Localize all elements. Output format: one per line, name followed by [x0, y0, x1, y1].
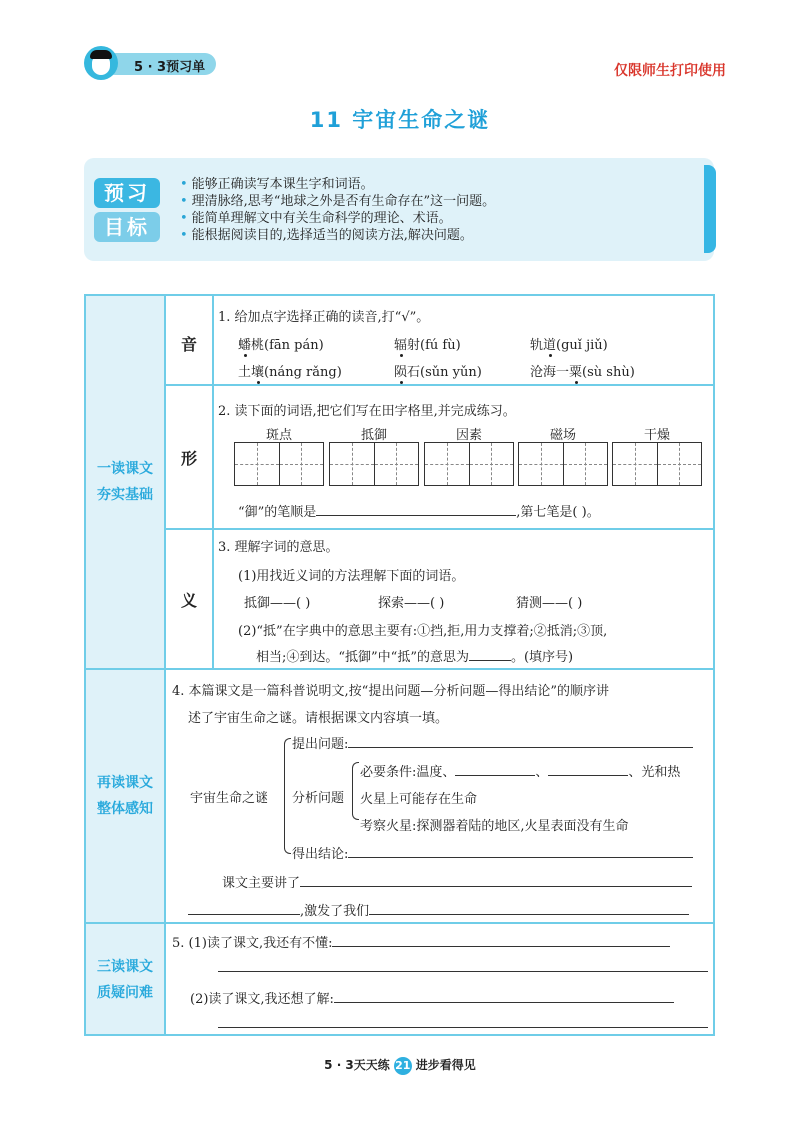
- diagram-brace: [284, 738, 291, 854]
- page-footer: 5 · 3天天练 21 进步看得见: [0, 1056, 800, 1075]
- summary-line: 课文主要讲了: [222, 872, 692, 891]
- grid-word: 磁场: [549, 428, 576, 443]
- question-2: 2. 读下面的词语,把它们写在田字格里,并完成练习。: [218, 404, 516, 419]
- goal-item: • 能简单理解文中有关生命科学的理论、术语。: [180, 210, 495, 227]
- question-3-sub2-cont: 相当;④到达。“抵御”中“抵”的意思为 。(填序号): [256, 646, 573, 665]
- propose-blank[interactable]: [348, 734, 693, 748]
- diagram-sub-brace: [352, 762, 359, 820]
- grid-word: 抵御: [360, 428, 387, 443]
- pinyin-item[interactable]: 土壤(náng rǎng): [238, 365, 342, 380]
- question-3: 3. 理解字词的意思。: [218, 540, 339, 555]
- series-badge-label: 5 · 3预习单: [134, 60, 206, 75]
- conclusion-blank[interactable]: [348, 844, 693, 858]
- goals-box-edge: [704, 165, 716, 253]
- preview-goals-label: 预习 目标: [94, 178, 160, 242]
- grid-word: 干燥: [643, 428, 670, 443]
- category-sound: 音: [180, 335, 197, 354]
- goal-item: • 能够正确读写本课生字和词语。: [180, 176, 495, 193]
- diagram-propose: 提出问题:: [292, 733, 693, 752]
- diagram-conclusion: 得出结论:: [292, 843, 693, 862]
- tianzige-grid[interactable]: [612, 442, 702, 486]
- page-number: 21: [394, 1057, 412, 1075]
- goal-item: • 理清脉络,思考“地球之外是否有生命存在”这一问题。: [180, 193, 495, 210]
- question-4-cont: 述了宇宙生命之谜。请根据课文内容填一填。: [188, 711, 449, 726]
- synonym-blank[interactable]: 猜测——( ): [516, 596, 583, 611]
- print-restriction-note: 仅限师生打印使用: [614, 63, 726, 79]
- meaning-number-blank[interactable]: [469, 647, 511, 661]
- summary-blank[interactable]: [188, 901, 300, 915]
- section1-title: 一读课文: [97, 461, 153, 477]
- pinyin-item[interactable]: 蟠桃(fān pán): [238, 338, 324, 353]
- section3-side: [86, 924, 164, 1034]
- question-3-sub2: (2)“抵”在字典中的意思主要有:①挡,拒,用力支撑着;②抵消;③顶,: [238, 624, 608, 639]
- goals-list: [180, 176, 495, 244]
- pinyin-item[interactable]: 轨道(guǐ jiǔ): [530, 338, 608, 353]
- answer-line[interactable]: [218, 1027, 708, 1028]
- category-meaning: 义: [180, 591, 197, 610]
- summary-blank[interactable]: [300, 873, 692, 887]
- tianzige-grid[interactable]: [424, 442, 514, 486]
- synonym-blank[interactable]: 探索——( ): [378, 596, 445, 611]
- section2-side: [86, 670, 164, 922]
- mascot-icon: [84, 46, 118, 80]
- diagram-root: 宇宙生命之谜: [190, 791, 269, 806]
- question-1: 1. 给加点字选择正确的读音,打“√”。: [218, 310, 430, 325]
- condition-blank[interactable]: [548, 762, 628, 776]
- page-title: 11 宇宙生命之谜: [309, 108, 491, 132]
- category-form: 形: [180, 449, 197, 468]
- question-5-1: 5. (1)读了课文,我还有不懂:: [172, 932, 670, 951]
- grid-word: 因素: [455, 428, 482, 443]
- summary-line-2: ,激发了我们: [188, 900, 689, 919]
- tianzige-grid[interactable]: [234, 442, 324, 486]
- stroke-order-prompt: “御”的笔顺是 ,第七笔是( )。: [238, 501, 600, 520]
- section1-subtitle: 夯实基础: [97, 487, 153, 503]
- section2-title: 再读课文: [97, 775, 153, 791]
- mars-possibility: 火星上可能存在生命: [360, 792, 478, 807]
- grid-word: 斑点: [265, 428, 292, 443]
- condition-blank[interactable]: [455, 762, 535, 776]
- pinyin-item[interactable]: 沧海一粟(sù shù): [530, 365, 635, 380]
- synonym-blank[interactable]: 抵御——( ): [244, 596, 311, 611]
- conditions-line: 必要条件:温度、 、 、光和热: [360, 761, 680, 780]
- diagram-analyze: 分析问题: [292, 791, 345, 806]
- answer-blank[interactable]: [332, 933, 670, 947]
- preview-goals-box: [84, 158, 714, 261]
- section3-title: 三读课文: [97, 959, 153, 975]
- question-3-sub1: (1)用找近义词的方法理解下面的词语。: [238, 569, 465, 584]
- stroke-order-blank[interactable]: [316, 502, 516, 516]
- question-5-2: (2)读了课文,我还想了解:: [190, 988, 674, 1007]
- tianzige-grid[interactable]: [518, 442, 608, 486]
- answer-line[interactable]: [218, 971, 708, 972]
- tianzige-grid[interactable]: [329, 442, 419, 486]
- question-4: 4. 本篇课文是一篇科普说明文,按“提出问题—分析问题—得出结论”的顺序讲: [172, 684, 609, 699]
- mars-investigation: 考察火星:探测器着陆的地区,火星表面没有生命: [360, 819, 629, 834]
- pinyin-item[interactable]: 陨石(sǔn yǔn): [394, 365, 482, 380]
- series-badge: [84, 46, 224, 80]
- section1-side: [86, 296, 164, 668]
- section2-subtitle: 整体感知: [97, 801, 153, 817]
- answer-blank[interactable]: [334, 989, 674, 1003]
- section3-subtitle: 质疑问难: [97, 985, 153, 1001]
- pinyin-item[interactable]: 辐射(fú fù): [394, 338, 461, 353]
- goal-item: • 能根据阅读目的,选择适当的阅读方法,解决问题。: [180, 227, 495, 244]
- summary-blank[interactable]: [369, 901, 689, 915]
